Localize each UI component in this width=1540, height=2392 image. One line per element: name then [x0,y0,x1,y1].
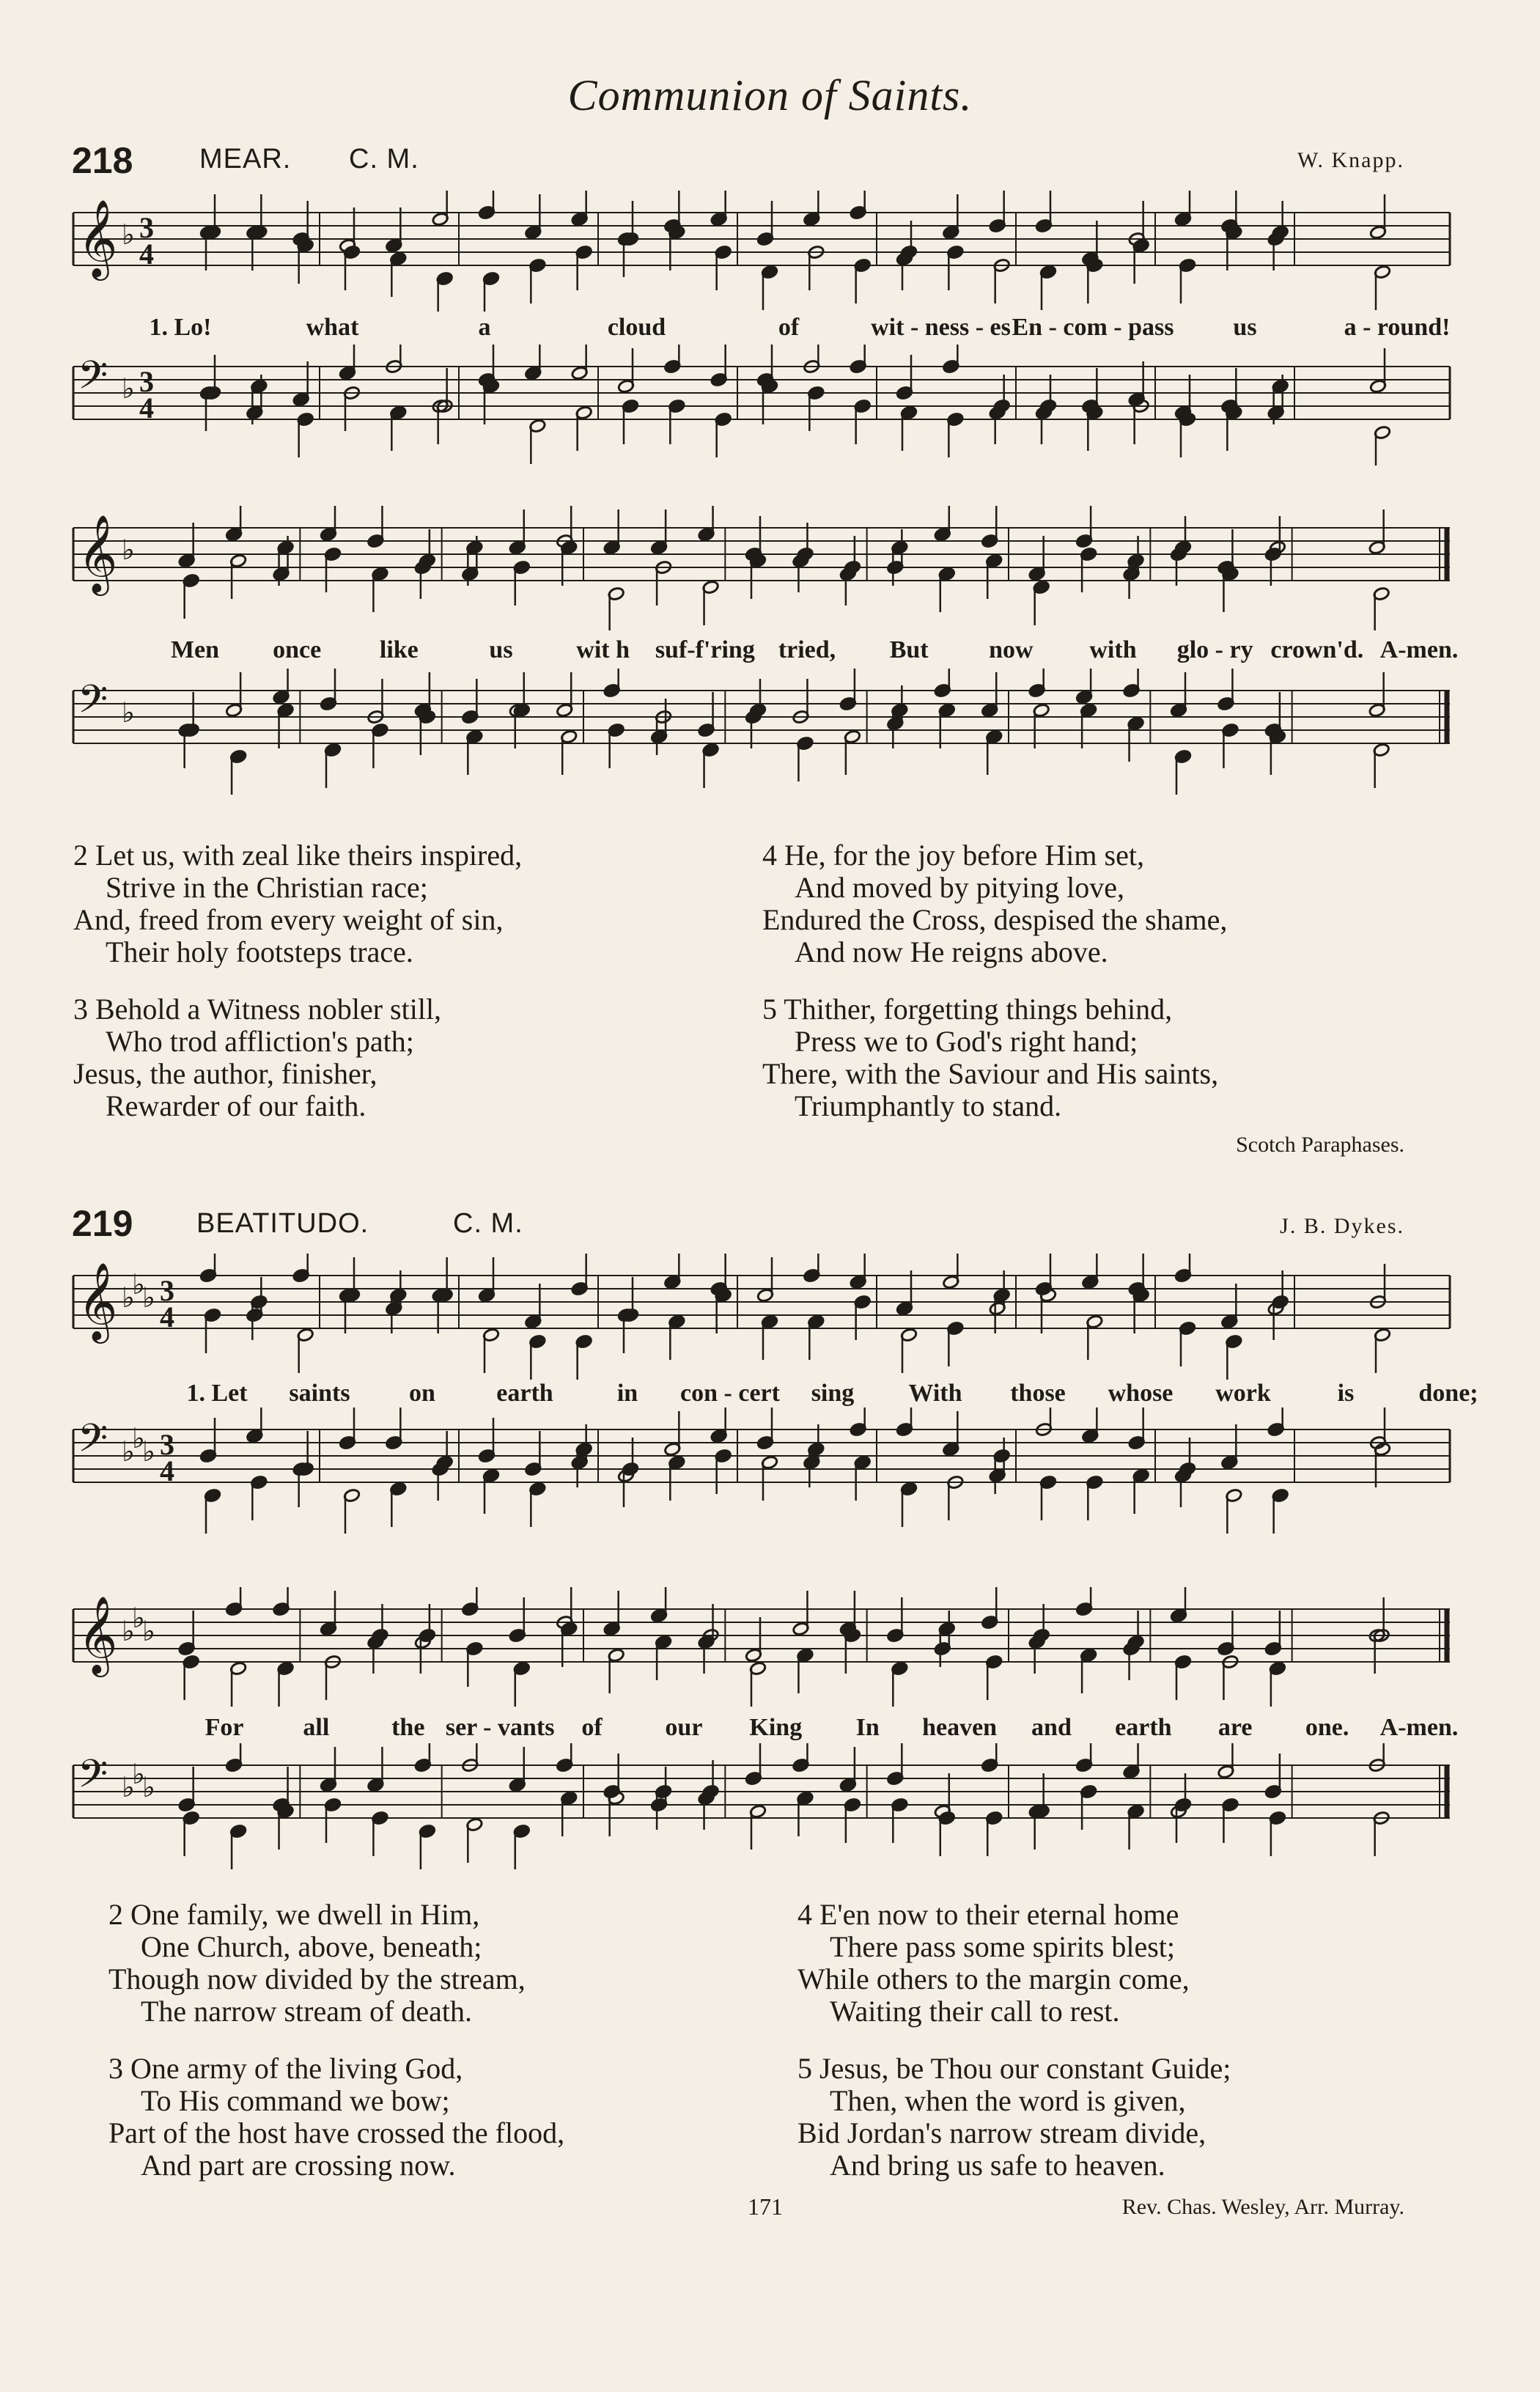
hymn-218-stanza-4 [762,839,1227,968]
lyric-syllable: 1. Lo! [149,314,212,341]
treble-clef-icon: 𝄞 [78,199,118,277]
flat-sign-icon: ♭ [132,1602,145,1634]
lyric-syllable: of [581,1714,603,1741]
lyric-syllable: En - com - pass [1012,314,1174,341]
hymn-218-stanza-2 [73,839,522,968]
lyric-syllable: the [391,1714,425,1741]
stanza-line: And bring us safe to heaven. [830,2149,1165,2182]
lyric-syllable: earth [496,1380,553,1407]
page-heading: Communion of Saints. [567,71,973,119]
lyric-syllable: ser - vants [445,1714,555,1741]
hymn-218-treble-staff-2 [70,506,1456,630]
lyric-syllable: con - cert [680,1380,780,1407]
lyric-syllable: Men [170,636,220,663]
hymn-219-stanza-4 [797,1899,1190,2028]
stanza-line: Who trod affliction's path; [106,1025,414,1058]
lyric-syllable: tried, [778,636,836,663]
stanza-line: 4 He, for the joy before Him set, [762,839,1144,872]
hymn-219-number: 219 [72,1203,133,1244]
lyric-syllable: done; [1418,1380,1478,1407]
flat-sign-icon: ♭ [142,1615,155,1647]
lyric-syllable: now [989,636,1034,663]
stanza-line: 5 Jesus, be Thou our constant Guide; [797,2052,1231,2085]
stanza-line: And now He reigns above. [795,935,1108,968]
flat-sign-icon: ♭ [142,1435,155,1468]
flat-sign-icon: ♭ [122,372,135,405]
lyric-syllable: of [778,314,800,341]
lyric-syllable: like [379,636,419,663]
time-signature-top: 3 [160,1428,174,1461]
lyric-syllable: wit h [576,636,630,663]
hymn-218-treble-staff-1 [70,191,1456,312]
lyric-syllable: us [489,636,513,663]
stanza-line: Endured the Cross, despised the shame, [762,903,1228,936]
stanza-line: 3 One army of the living God, [108,2052,463,2085]
stanza-line: While others to the margin come, [797,1962,1190,1995]
stanza-line: Rewarder of our faith. [106,1089,366,1122]
stanza-line: Bid Jordan's narrow stream divide, [797,2116,1206,2149]
lyric-syllable: us [1233,314,1257,341]
lyric-syllable: work [1215,1380,1271,1407]
flat-sign-icon: ♭ [132,1268,145,1300]
stanza-line: 2 Let us, with zeal like theirs inspired, [73,839,523,872]
lyric-syllable: on [409,1380,435,1407]
hymn-219-stanza-3 [108,2053,564,2182]
lyric-syllable: glo - ry [1176,636,1253,663]
hymn-219-bass-staff-2 [70,1743,1456,1890]
hymn-219-treble-staff-1 [70,1254,1456,1382]
hymn-218-composer: W. Knapp. [1297,148,1404,172]
lyric-syllable: and [1031,1714,1072,1741]
lyric-syllable: earth [1115,1714,1172,1741]
lyric-syllable: For [205,1714,244,1741]
stanza-line: 2 One family, we dwell in Him, [108,1898,480,1931]
lyric-syllable: our [665,1714,703,1741]
time-signature-top: 3 [160,1274,174,1307]
stanza-line: Their holy footsteps trace. [106,935,413,968]
hymn-219-treble-staff-2 [70,1587,1456,1712]
stanza-line: And moved by pitying love, [795,871,1124,904]
lyric-syllable: crown'd. [1270,636,1364,663]
stanza-line: Though now divided by the stream, [108,1962,526,1995]
lyric-syllable: what [306,314,359,341]
bass-clef-icon: 𝄢 [78,353,108,408]
lyric-syllable: sing [811,1380,855,1407]
lyric-syllable: In [855,1714,880,1741]
treble-clef-icon: 𝄞 [78,1262,118,1340]
hymn-218-lyrics-line-1 [70,314,1456,343]
hymn-219-meter: C. M. [453,1208,523,1239]
time-signature-bottom: 4 [160,1300,174,1333]
stanza-line: And, freed from every weight of sin, [73,903,504,936]
lyric-syllable: whose [1108,1380,1174,1407]
hymn-219-tune-name: BEATITUDO. [196,1208,369,1239]
lyric-syllable: With [908,1380,962,1407]
lyric-syllable: one. [1305,1714,1349,1741]
hymn-218-bass-staff-2 [70,669,1456,819]
hymn-218-credit: Scotch Paraphases. [1236,1133,1404,1157]
time-signature-bottom: 4 [139,391,154,424]
stanza-line: Strive in the Christian race; [106,871,428,904]
flat-sign-icon: ♭ [132,1758,145,1790]
lyric-syllable: with [1089,636,1137,663]
bass-clef-icon: 𝄢 [78,1416,108,1471]
page-number: 171 [748,2193,783,2220]
hymn-219-stanza-2 [108,1899,526,2028]
lyric-syllable: But [889,636,929,663]
hymn-218-bass-staff-1 [70,345,1456,465]
bass-clef-icon: 𝄢 [78,677,108,732]
lyric-syllable: a - round! [1344,314,1451,341]
hymn-218-meter: C. M. [349,144,419,174]
lyric-syllable: King [749,1714,803,1741]
stanza-line: Jesus, the author, finisher, [73,1057,377,1090]
treble-clef-icon: 𝄞 [78,1595,118,1674]
lyric-syllable: is [1337,1380,1355,1407]
lyric-syllable: in [616,1380,638,1407]
stanza-line: One Church, above, beneath; [141,1930,482,1963]
flat-sign-icon: ♭ [122,1435,135,1468]
flat-sign-icon: ♭ [122,218,135,251]
hymn-218-number: 218 [72,140,133,181]
time-signature-top: 3 [139,211,154,244]
stanza-line: Triumphantly to stand. [795,1089,1062,1122]
lyric-syllable: A-men. [1379,636,1459,663]
time-signature-bottom: 4 [139,238,154,271]
flat-sign-icon: ♭ [122,696,135,729]
flat-sign-icon: ♭ [122,1281,135,1314]
stanza-line: The narrow stream of death. [141,1995,473,2028]
hymn-219-composer: J. B. Dykes. [1280,1214,1404,1238]
flat-sign-icon: ♭ [142,1771,155,1803]
lyric-syllable: heaven [922,1714,998,1741]
lyric-syllable: saints [289,1380,350,1407]
lyric-syllable: suf-f'ring [655,636,755,663]
lyric-syllable: 1. Let [186,1380,248,1407]
hymn-218-tune-name: MEAR. [199,144,292,174]
hymn-218-lyrics-line-2 [70,636,1459,666]
bass-clef-icon: 𝄢 [78,1752,108,1806]
hymn-219-stanza-5 [797,2053,1231,2182]
hymn-219-credit: Rev. Chas. Wesley, Arr. Murray. [1121,2195,1404,2219]
stanza-line: And part are crossing now. [141,2149,456,2182]
lyric-syllable: wit - ness - es [871,314,1011,341]
hymn-219-lyrics-line-2 [70,1714,1459,1743]
flat-sign-icon: ♭ [122,1771,135,1803]
stanza-line: 3 Behold a Witness nobler still, [73,993,442,1026]
lyric-syllable: once [273,636,322,663]
lyric-syllable: cloud [607,314,666,341]
flat-sign-icon: ♭ [132,1422,145,1454]
flat-sign-icon: ♭ [122,1615,135,1647]
stanza-line: To His command we bow; [141,2084,450,2117]
stanza-line: There pass some spirits blest; [830,1930,1176,1963]
stanza-line: Waiting their call to rest. [830,1995,1120,2028]
stanza-line: 5 Thither, forgetting things behind, [762,993,1173,1026]
stanza-line: Part of the host have crossed the flood, [108,2116,565,2149]
lyric-syllable: are [1217,1714,1253,1741]
time-signature-bottom: 4 [160,1454,174,1487]
hymn-218-stanza-5 [762,993,1218,1122]
lyric-syllable: those [1010,1380,1066,1407]
hymn-219-lyrics-line-1 [70,1380,1478,1409]
lyric-syllable: A-men. [1379,1714,1459,1741]
treble-clef-icon: 𝄞 [78,514,118,592]
flat-sign-icon: ♭ [142,1281,155,1314]
lyric-syllable: all [303,1714,330,1741]
time-signature-top: 3 [139,365,154,398]
hymn-218-stanza-3 [73,993,441,1122]
stanza-line: 4 E'en now to their eternal home [797,1898,1179,1931]
stanza-line: Then, when the word is given, [830,2084,1186,2117]
stanza-line: Press we to God's right hand; [795,1025,1138,1058]
hymn-219-bass-staff-1 [70,1407,1456,1565]
lyric-syllable: a [478,314,491,341]
stanza-line: There, with the Saviour and His saints, [762,1057,1219,1090]
flat-sign-icon: ♭ [122,534,135,566]
